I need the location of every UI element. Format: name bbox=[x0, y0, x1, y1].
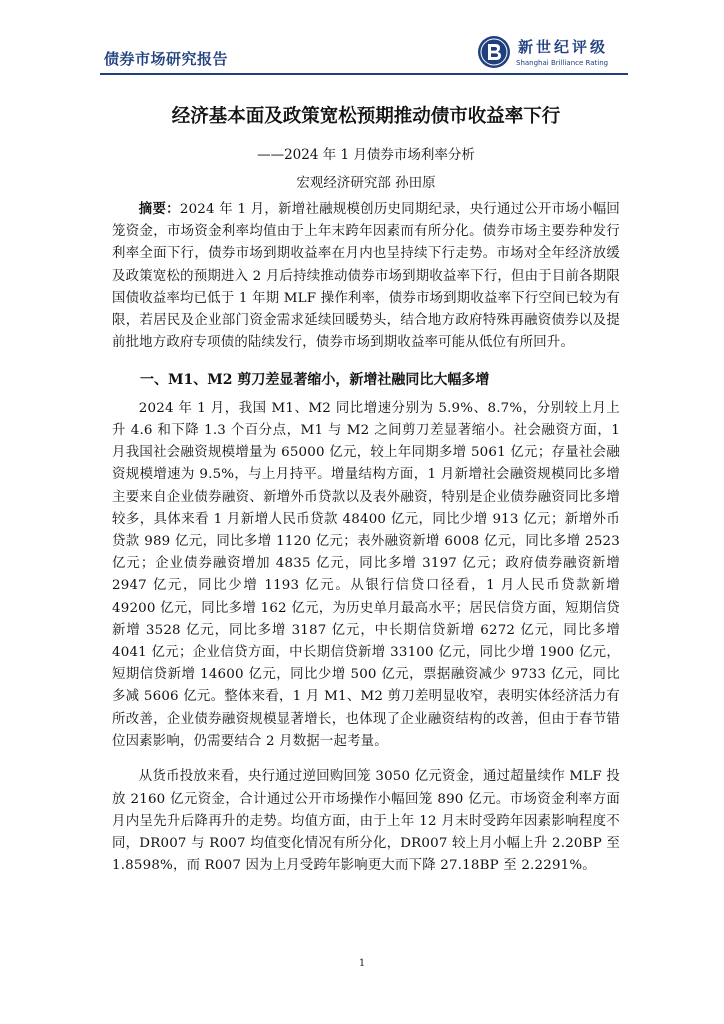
page-number: 1 bbox=[358, 958, 366, 969]
body-paragraph: 从货币投放来看，央行通过逆回购回笼 3050 亿元资金，通过超量续作 MLF 投放 2160 亿元资金，合计通过公开市场操作小幅回笼 890 亿元。市场资金利率方面月内呈先升后降再升的走势。均值方面，由于上年 12 月末时受跨年因素影响程度不同，DR007 与 R007 均值变化情况有所分化，DR007 较上月小幅上升 2.20BP 至 1.8598%，而 R007 因为上月受跨年影响更大而下降 27.18BP 至 2.2291%。 bbox=[112, 769, 620, 874]
report-author: 宏观经济研究部 孙田原 bbox=[296, 175, 436, 191]
brand-logo bbox=[470, 34, 620, 74]
abstract-label: 摘要： bbox=[138, 201, 180, 217]
report-series-label: 债券市场研究报告 bbox=[104, 50, 229, 68]
header-divider bbox=[100, 73, 628, 75]
report-title: 经济基本面及政策宽松预期推动债市收益率下行 bbox=[171, 106, 561, 127]
abstract-text: 2024 年 1 月，新增社融规模创历史同期纪录，央行通过公开市场小幅回笼资金，市场资金利率均值由于上年末跨年因素而有所分化。债券市场主要券种发行利率全面下行，债券市场到期收益率在月内也呈持续下行走势。市场对全年经济放缓及政策宽松的预期进入 2 月后持续推动债券市场到期收益率下行，但由于目前各期限国债收益率均已低于 1 年期 MLF 操作利率，债券市场到期收益率下行空间已较为有限，若居民及企业部门资金需求延续回暖势头，结合地方政府特殊再融资债券以及提前批地方政府专项债的陆续发行，债券市场到期收益率可能从低位有所回升。 bbox=[112, 202, 620, 351]
abstract bbox=[112, 198, 620, 354]
brand-name-cn: 新世纪评级 bbox=[518, 38, 609, 56]
body-paragraph: 2024 年 1 月，我国 M1、M2 同比增速分别为 5.9%、8.7%，分别较上月上升 4.6 和下降 1.3 个百分点，M1 与 M2 之间剪刀差显著缩小。社会融资方面，1 月我国社会融资规模增量为 65000 亿元，较上年同期多增 5061 亿元；存量社会融资规模增速为 9.5%，与上月持平。增量结构方面，1 月新增社会融资规模同比多增主要来自企业债券融资、新增外币贷款以及表外融资，特别是企业债券融资同比多增较多，具体来看 1 月新增人民币贷款 48400 亿元，同比少增 913 亿元；新增外币贷款 989 亿元，同比多增 1120 亿元；表外融资新增 6008 亿元，同比多增 2523 亿元；企业债券融资增加 4835 亿元，同比多增 3197 亿元；政府债券融资新增 2947 亿元，同比少增 1193 亿元。从银行信贷口径看，1 月人民币贷款新增 49200 亿元，同比多增 162 亿元，为历史单月最高水平；居民信贷方面，短期信贷新增 3528 亿元，同比多增 3187 亿元，中长期信贷新增 6272 亿元，同比多增 4041 亿元；企业信贷方面，中长期信贷新增 33100 亿元，同比少增 1900 亿元，短期信贷新增 14600 亿元，同比少增 500 亿元，票据融资减少 9733 亿元，同比多减 5606 亿元。整体来看，1 月 M1、M2 剪刀差明显收窄，表明实体经济活力有所改善，企业债券融资规模显著增长，也体现了企业融资结构的改善，但由于春节错位因素影响，仍需要结合 2 月数据一起考量。 bbox=[112, 400, 620, 749]
brand-name-en: Shanghai Brilliance Rating bbox=[516, 59, 609, 67]
report-subtitle: ——2024 年 1 月债券市场利率分析 bbox=[257, 147, 475, 163]
report-body bbox=[112, 104, 620, 891]
section-heading: 一、M1、M2 剪刀差显著缩小，新增社融同比大幅多增 bbox=[140, 371, 490, 388]
page-header bbox=[0, 0, 724, 78]
brand-logo-icon bbox=[476, 34, 512, 70]
